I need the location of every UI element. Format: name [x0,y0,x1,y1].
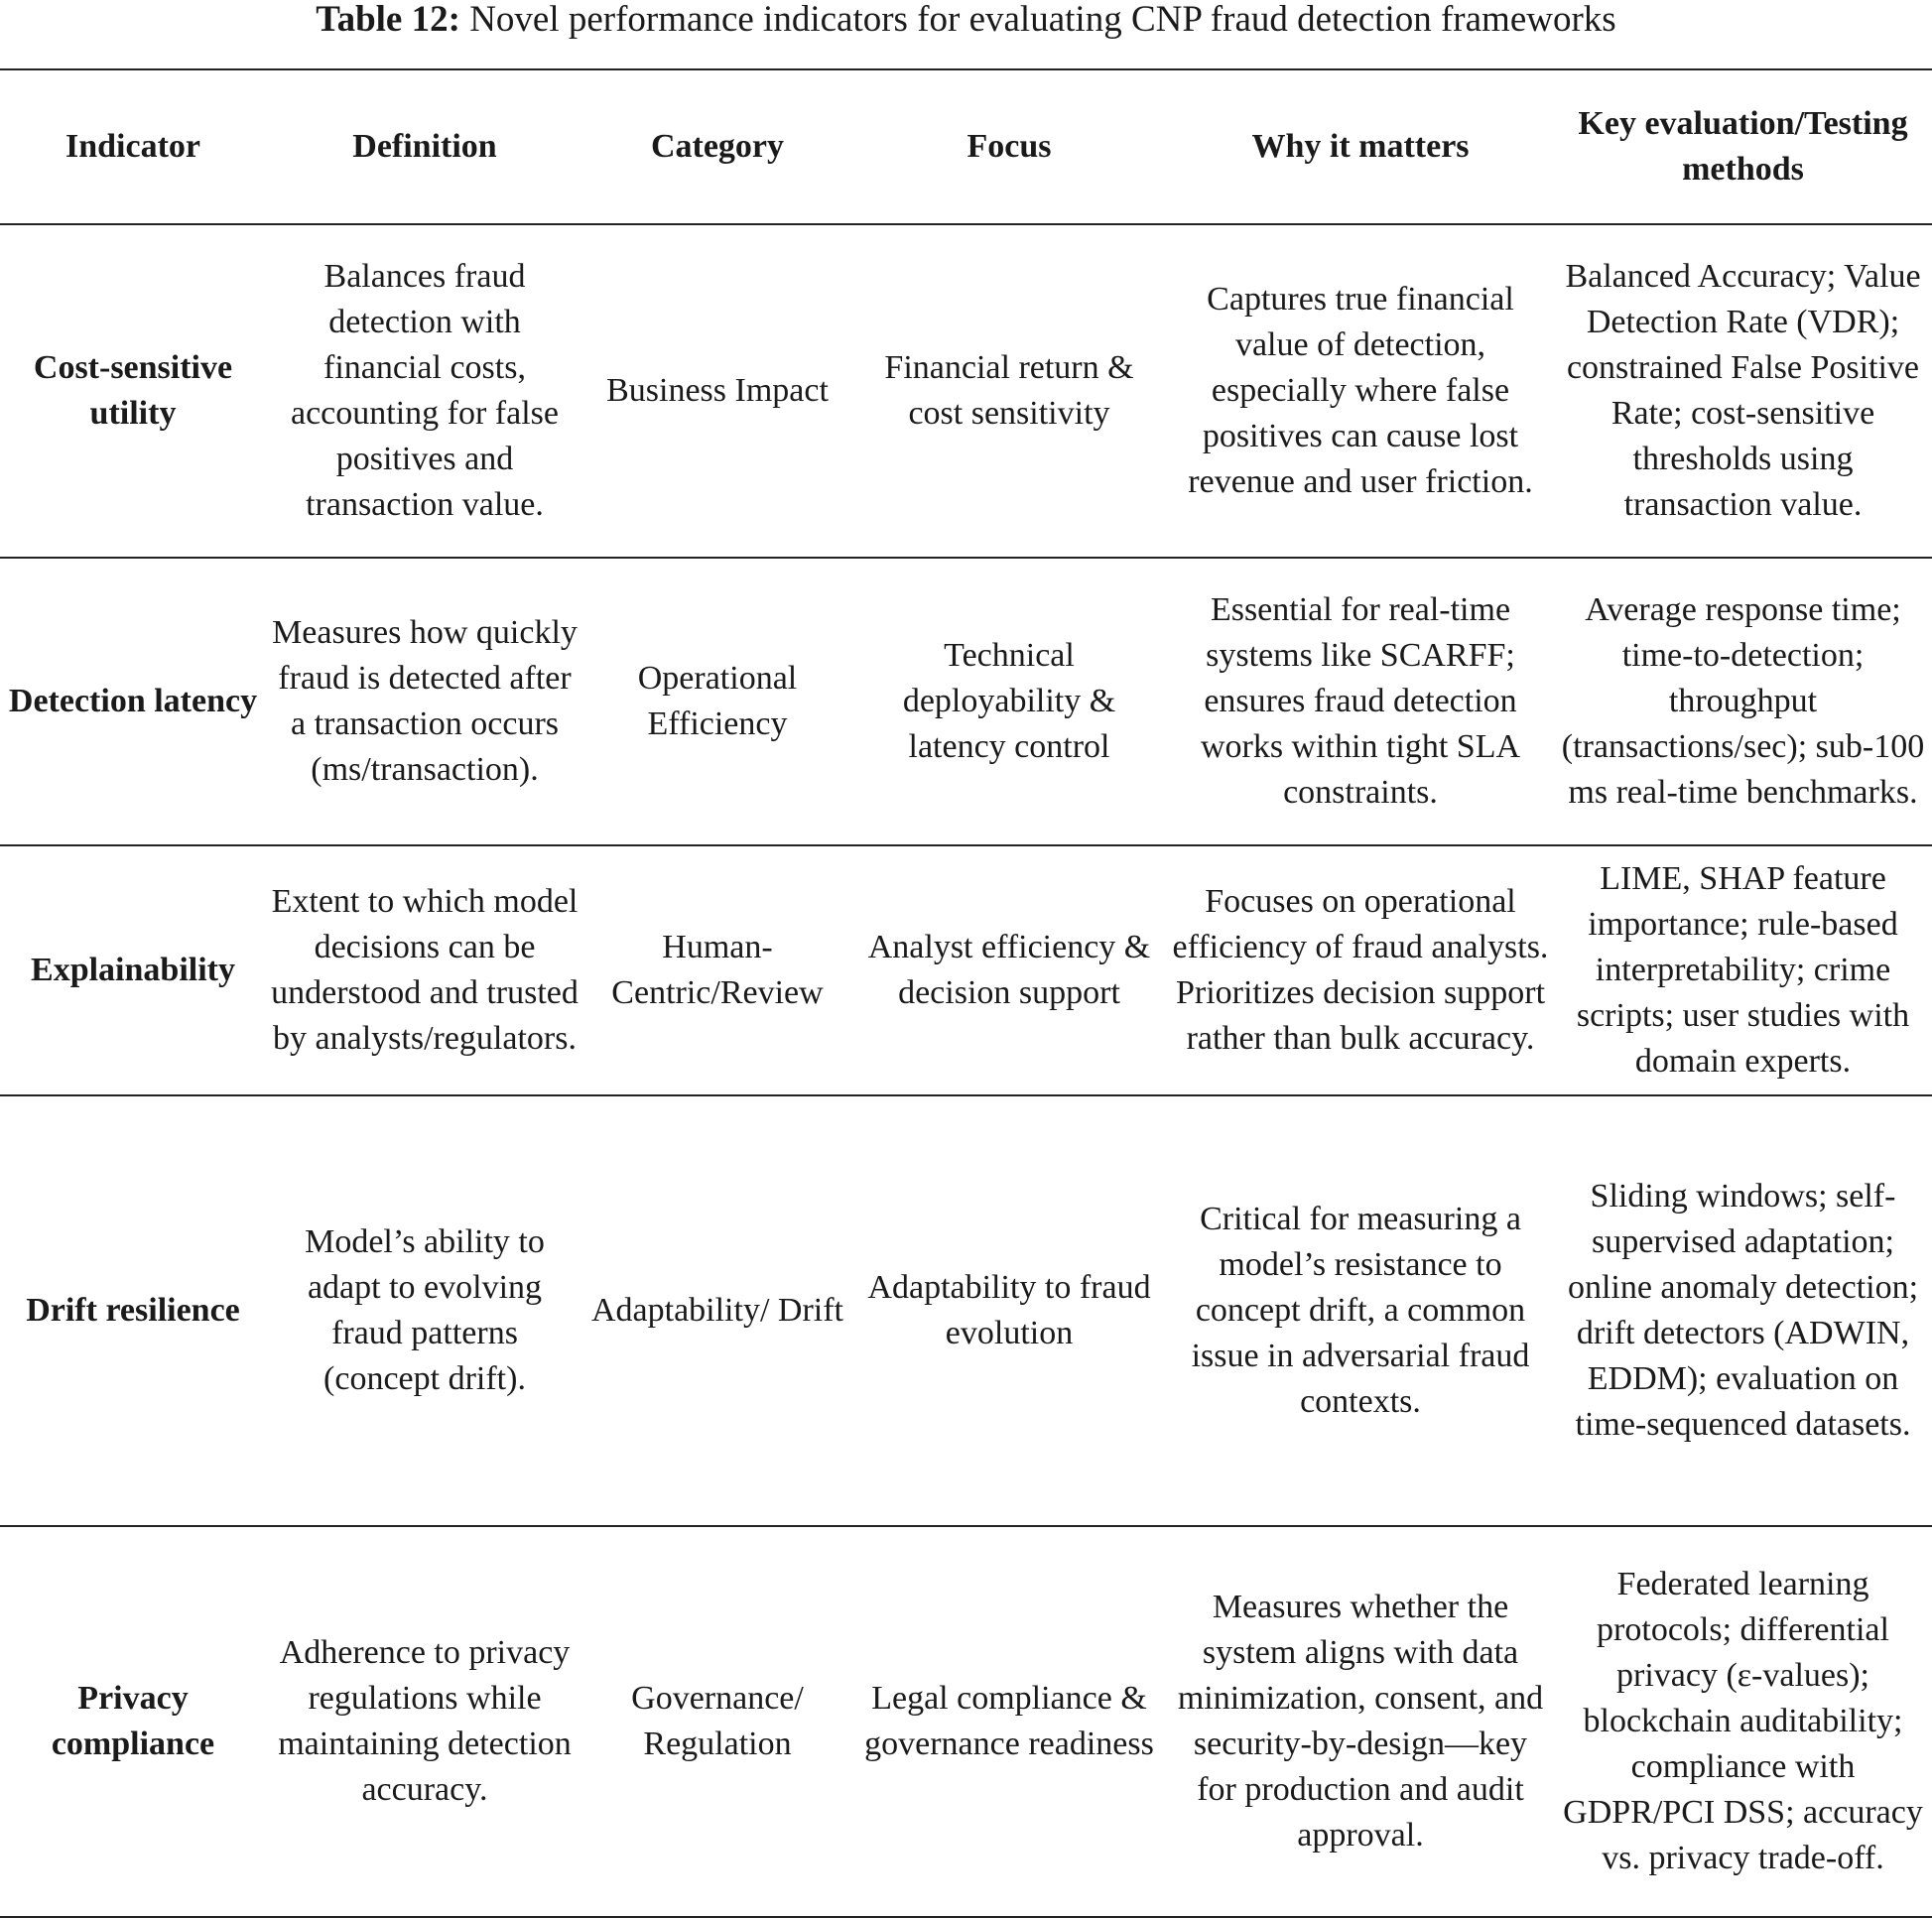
cell-indicator: Explainability [31,952,235,988]
cell-category: Operational Efficiency [637,660,798,742]
cell-definition: Model’s ability to adapt to evolving fraud patterns (concept drift). [305,1223,545,1397]
cell-methods: Balanced Accuracy; Value Detection Rate (VDR); constrained False Positive Rate; cost-sensitive thresholds using transaction value. [1565,258,1921,523]
header-why-it-matters: Why it matters [1167,69,1554,224]
table-caption [0,0,1932,40]
cell-methods: Federated learning protocols; differential privacy (ε-values); blockchain auditability; compliance with GDPR/PCI DSS; accuracy vs. privacy trade-off. [1563,1566,1923,1876]
cell-definition: Adherence to privacy regulations while maintaining detection accuracy. [278,1634,572,1808]
cell-focus: Analyst efficiency & decision support [867,929,1151,1011]
cell-why-it-matters: Focuses on operational efficiency of fraud analysts. Prioritizes decision support rather than bulk accuracy. [1172,883,1549,1057]
cell-focus: Financial return & cost sensitivity [884,349,1134,432]
cell-indicator: Detection latency [8,683,258,719]
cell-indicator: Drift resilience [26,1292,240,1329]
cell-category: Governance/ Regulation [631,1680,804,1762]
cell-category: Human-Centric/Review [611,929,824,1011]
header-methods: Key evaluation/Testing methods [1554,69,1932,224]
cell-definition: Measures how quickly fraud is detected after a transaction occurs (ms/transaction). [272,614,578,788]
header-definition: Definition [266,69,583,224]
cell-definition: Extent to which model decisions can be understood and trusted by analysts/regulators. [271,883,579,1057]
cell-why-it-matters: Essential for real-time systems like SCARFF; ensures fraud detection works within tight SLA constraints. [1200,591,1521,811]
cell-methods: Sliding windows; self-supervised adaptation; online anomaly detection; drift detectors (ADWIN, EDDM); evaluation on time-sequenced datasets. [1567,1178,1919,1443]
table-row [0,558,1932,845]
table-row [0,1526,1932,1917]
cell-methods: LIME, SHAP feature importance; rule-based interpretability; crime scripts; user studies with domain experts. [1576,860,1910,1080]
cell-category: Business Impact [606,372,829,409]
header-focus: Focus [851,69,1167,224]
cell-category: Adaptability/ Drift [590,1292,843,1329]
table-row [0,845,1932,1095]
cell-why-it-matters: Captures true financial value of detection, especially where false positives can cause lost revenue and user friction. [1188,281,1533,500]
cell-focus: Legal compliance & governance readiness [864,1680,1154,1762]
header-indicator: Indicator [0,69,266,224]
cell-definition: Balances fraud detection with financial costs, accounting for false positives and transaction value. [291,258,559,523]
indicators-table [0,68,1932,1918]
cell-indicator: Privacy compliance [51,1680,215,1762]
header-category: Category [583,69,851,224]
caption-label: Table 12: [316,0,460,40]
cell-methods: Average response time; time-to-detection; throughput (transactions/sec); sub-100 ms real-time benchmarks. [1561,591,1925,811]
table-row [0,1095,1932,1526]
table-row [0,224,1932,558]
cell-indicator: Cost-sensitive utility [33,349,233,432]
cell-focus: Technical deployability & latency control [902,637,1116,765]
header-row [0,69,1932,224]
caption-text: Novel performance indicators for evaluating CNP fraud detection frameworks [469,0,1616,40]
cell-focus: Adaptability to fraud evolution [867,1269,1151,1351]
cell-why-it-matters: Critical for measuring a model’s resistance to concept drift, a common issue in adversarial fraud contexts. [1191,1201,1530,1420]
cell-why-it-matters: Measures whether the system aligns with data minimization, consent, and security-by-design—key for production and audit approval. [1177,1589,1544,1854]
